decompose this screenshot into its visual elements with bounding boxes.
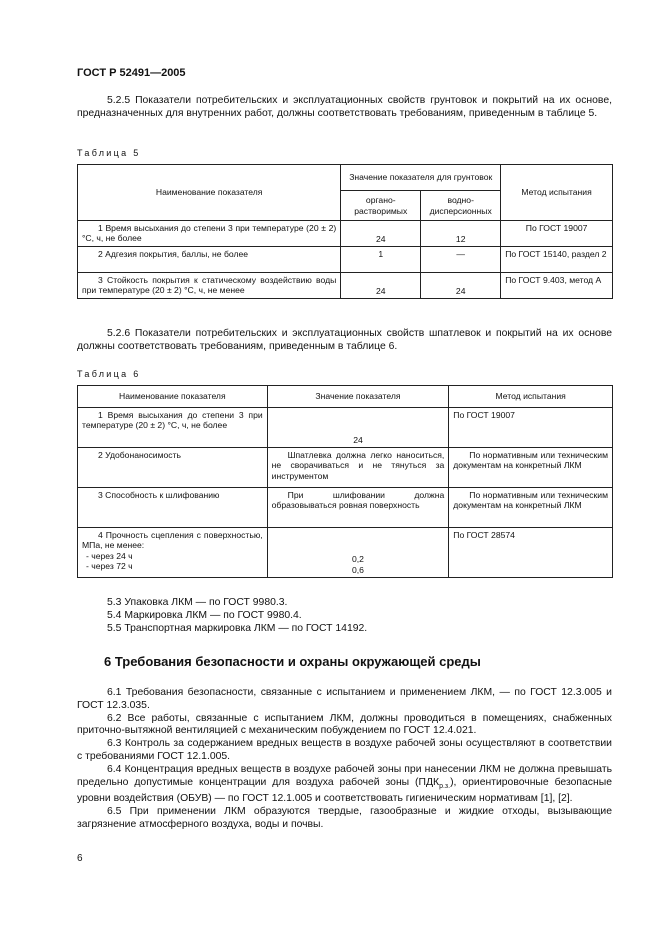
- table5-row2-v2: —: [421, 247, 501, 273]
- table6-row4-name-cell: [78, 528, 268, 578]
- table5-head-value-group: Значение показателя для грунтовок: [341, 165, 501, 191]
- page-number: 6: [77, 853, 83, 864]
- paragraph-6-4-part-b: ), ориентировочные безопасные уровни воздействия (ОБУВ) — по ГОСТ 12.1.005 и соответствовать гигиеническим нормативам [1], [2].: [77, 776, 612, 805]
- table-row: [78, 448, 613, 488]
- paragraph-6-4-part-a: 6.4 Концентрация вредных веществ в воздухе рабочей зоны при нанесении ЛКМ не должна превышать предельно допустимые концентрации для воздуха рабочей зоны (ПДК: [77, 763, 612, 788]
- table5: [77, 164, 613, 299]
- table6-row3-value: При шлифовании должна образовываться ровная поверхность: [267, 488, 449, 528]
- document-code: ГОСТ Р 52491—2005: [77, 67, 186, 79]
- table6-row1-method: По ГОСТ 19007: [449, 408, 613, 448]
- table6-row2-name: 2 Удобонаносимость: [78, 448, 268, 488]
- table6-row4-sub2: - через 72 ч: [86, 561, 133, 572]
- table5-row3-name: 3 Стойкость покрытия к статическому воздействию воды при температуре (20 ± 2) °С, ч, не менее: [78, 273, 341, 299]
- table6-row1-value: 24: [267, 408, 449, 448]
- table-row: [78, 488, 613, 528]
- paragraph-5-2-5: [77, 95, 612, 121]
- paragraph-5-2-5-text: 5.2.5 Показатели потребительских и эксплуатационных свойств грунтовок и покрытий на их основе, предназначенных для внутренних работ, должны соответствовать требованиям, приведенным в таблице 5.: [77, 95, 612, 119]
- table6-row2-value: Шпатлевка должна легко наноситься, не сворачиваться и не тянуться за инструментом: [267, 448, 449, 488]
- item-5-5: 5.5 Транспортная маркировка ЛКМ — по ГОСТ 14192.: [107, 622, 368, 634]
- table5-row3-v2: 24: [421, 273, 501, 299]
- table6-caption: Таблица 6: [77, 369, 141, 379]
- item-5-4: 5.4 Маркировка ЛКМ — по ГОСТ 9980.4.: [107, 609, 302, 621]
- paragraph-6-5: 6.5 При применении ЛКМ образуются твердые, газообразные и жидкие отходы, вызывающие загрязнение атмосферного воздуха, воды и почвы.: [77, 806, 612, 831]
- table6-row4-name: 4 Прочность сцепления с поверхностью, МПа, не менее:: [82, 530, 263, 551]
- table6: [77, 385, 613, 578]
- table-row: [78, 408, 613, 448]
- table6-row4-sub1: - через 24 ч: [86, 550, 133, 561]
- items-5-3-5-5: [77, 597, 612, 635]
- paragraph-5-2-6: [77, 328, 612, 354]
- table5-head-sub1: органо-растворимых: [341, 191, 421, 221]
- table5-head-sub2: водно-дисперсионных: [421, 191, 501, 221]
- table5-row1-v2: 12: [421, 221, 501, 247]
- table6-row4-value-cell: [267, 528, 449, 578]
- section-6-title: 6 Требования безопасности и охраны окружающей среды: [104, 654, 481, 669]
- paragraph-6-4-subscript: р.з.: [439, 782, 451, 790]
- table6-row3-name: 3 Способность к шлифованию: [78, 488, 268, 528]
- table5-row2-v1: 1: [341, 247, 421, 273]
- table5-row3-method: По ГОСТ 9.403, метод А: [501, 273, 613, 299]
- table6-row4-val1: 0,2: [352, 554, 364, 565]
- table5-row1-method: По ГОСТ 19007: [501, 221, 613, 247]
- paragraph-6-3: 6.3 Контроль за содержанием вредных веществ в воздухе рабочей зоны осуществляют в соответствии с требованиями ГОСТ 12.1.005.: [77, 738, 612, 762]
- table6-row3-method: По нормативным или техническим документам на конкретный ЛКМ: [449, 488, 613, 528]
- table5-row1-v1: 24: [341, 221, 421, 247]
- table5-row2-name: 2 Адгезия покрытия, баллы, не более: [78, 247, 341, 273]
- table5-row1-name: 1 Время высыхания до степени 3 при температуре (20 ± 2) °С, ч, не более: [78, 221, 341, 247]
- item-5-3: 5.3 Упаковка ЛКМ — по ГОСТ 9980.3.: [107, 597, 288, 608]
- table-row: [78, 528, 613, 578]
- paragraph-6-2: 6.2 Все работы, связанные с испытанием ЛКМ, должны проводиться в помещениях, снабженных приточно-вытяжной вентиляцией с механическим побуждением по ГОСТ 12.4.021.: [77, 712, 612, 737]
- table6-row4-method: По ГОСТ 28574: [449, 528, 613, 578]
- table6-row4-val2: 0,6: [352, 564, 364, 575]
- table5-caption: Таблица 5: [77, 148, 141, 158]
- paragraph-6-4: [77, 764, 612, 806]
- table5-row2-method: По ГОСТ 15140, раздел 2: [501, 247, 613, 273]
- table-row: [78, 247, 613, 273]
- table6-row1-name: 1 Время высыхания до степени 3 при температуре (20 ± 2) °С, ч, не более: [78, 408, 268, 448]
- table6-row2-method: По нормативным или техническим документам на конкретный ЛКМ: [449, 448, 613, 488]
- section-6-body: [77, 687, 612, 832]
- paragraph-5-2-6-text: 5.2.6 Показатели потребительских и эксплуатационных свойств шпатлевок и покрытий на их основе должны соответствовать требованиям, приведенным в таблице 6.: [77, 328, 612, 352]
- table-row: [78, 221, 613, 247]
- table6-head-name: Наименование показателя: [78, 386, 268, 408]
- table6-head-value: Значение показателя: [267, 386, 449, 408]
- table5-head-method: Метод испытания: [501, 165, 613, 221]
- table-row: [78, 273, 613, 299]
- table5-head-name: Наименование показателя: [78, 165, 341, 221]
- table6-head-method: Метод испытания: [449, 386, 613, 408]
- paragraph-6-1: 6.1 Требования безопасности, связанные с испытанием и применением ЛКМ, — по ГОСТ 12.3.005 и ГОСТ 12.3.035.: [77, 687, 612, 711]
- table5-row3-v1: 24: [341, 273, 421, 299]
